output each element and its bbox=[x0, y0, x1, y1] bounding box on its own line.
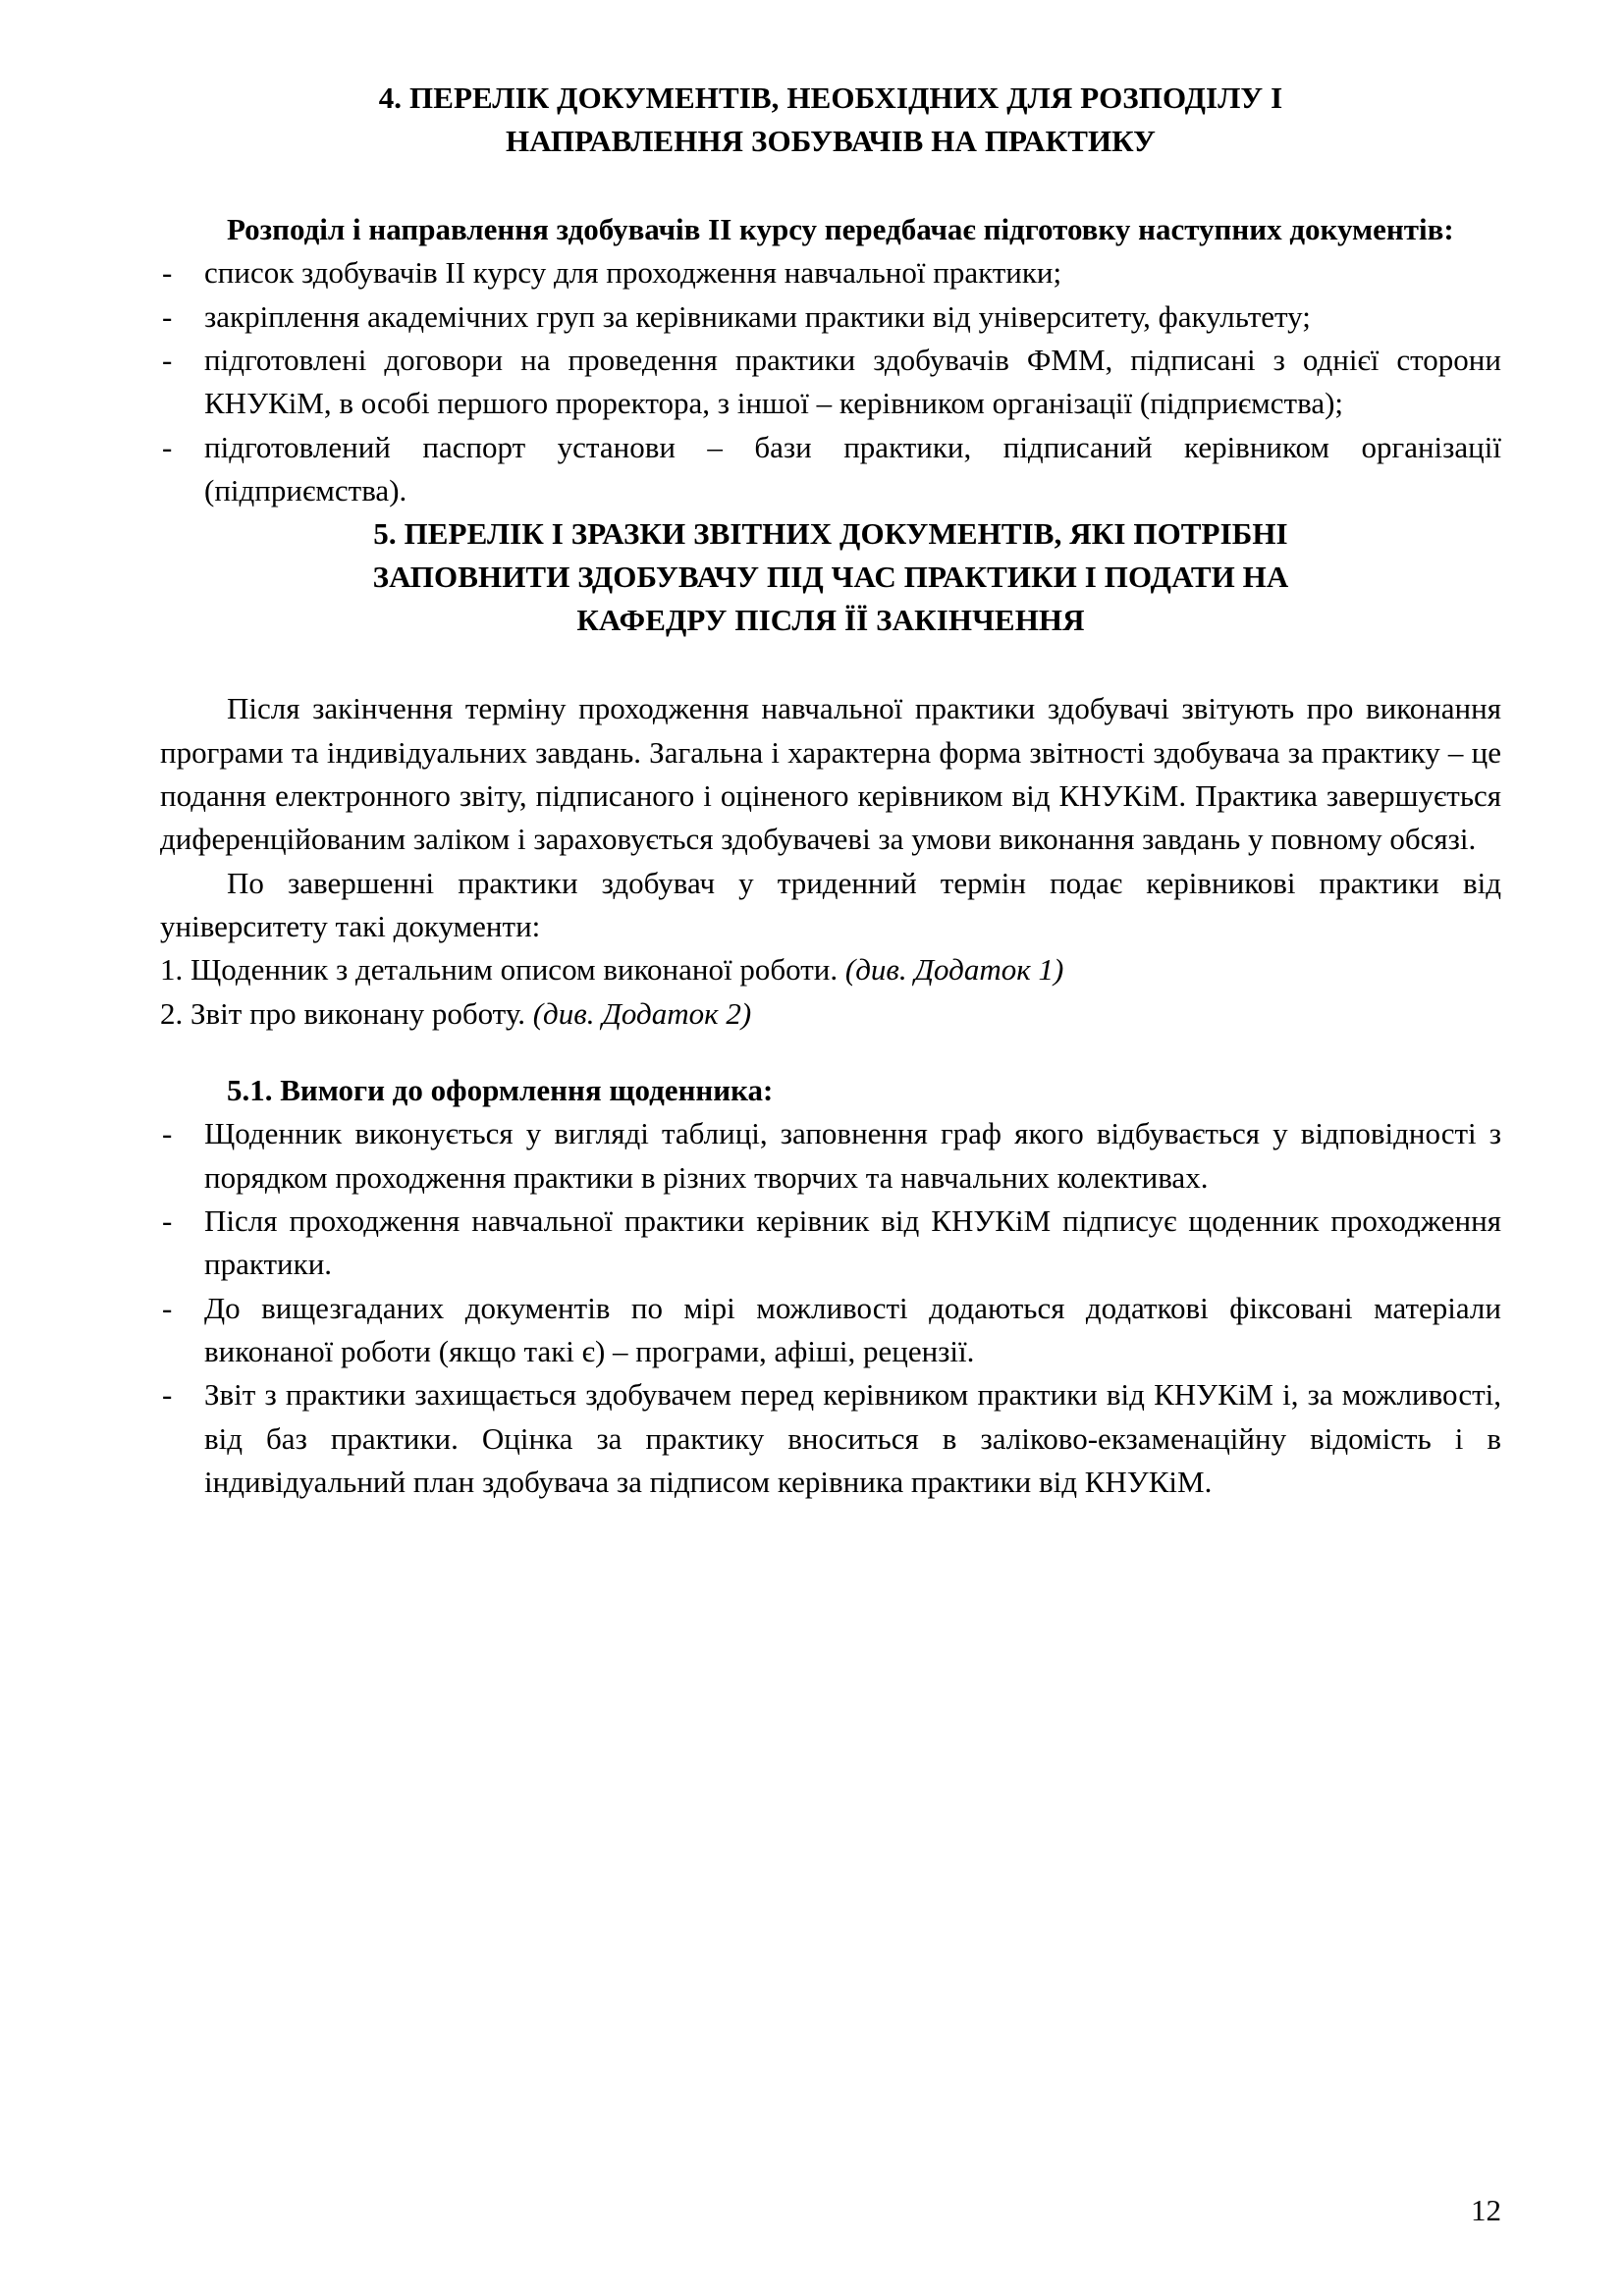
list-item bbox=[160, 1373, 1501, 1504]
section-5-title-line-2: ЗАПОВНИТИ ЗДОБУВАЧУ ПІД ЧАС ПРАКТИКИ І ПОДАТИ НА bbox=[372, 560, 1289, 595]
section-4-title bbox=[160, 77, 1501, 163]
dash-bullet-icon: - bbox=[162, 429, 173, 464]
dash-bullet-icon: - bbox=[162, 1377, 173, 1413]
page-number: 12 bbox=[1471, 2193, 1501, 2227]
section-5-title-line-3: КАФЕДРУ ПІСЛЯ ЇЇ ЗАКІНЧЕННЯ bbox=[576, 603, 1085, 638]
section-5-title-line-1: 5. ПЕРЕЛІК І ЗРАЗКИ ЗВІТНИХ ДОКУМЕНТІВ, ЯКІ ПОТРІБНІ bbox=[373, 516, 1288, 552]
section-4-document-list bbox=[160, 251, 1501, 512]
spacer bbox=[160, 1036, 1501, 1069]
dash-bullet-icon: - bbox=[162, 1116, 173, 1151]
section-5-title bbox=[160, 512, 1501, 642]
section-5-paragraph-1: Після закінчення терміну проходження навчальної практики здобувачі звітують про виконання програми та індивідуальних завдань. Загальна і характерна форма звітності здобувача за практику – це подання електронного звіту, підписаного і оціненого керівником від КНУКіМ. Практика завершується диференційованим заліком і зараховується здобувачеві за умови виконання завдань у повному обсязі. bbox=[160, 691, 1501, 857]
appendix-reference: (див. Додаток 2) bbox=[532, 995, 752, 1031]
list-item-text: Щоденник виконується у вигляді таблиці, заповнення граф якого відбувається у відповідності з порядком проходження практики в різних творчих та навчальних колективах. bbox=[204, 1116, 1501, 1195]
dash-bullet-icon: - bbox=[162, 343, 173, 378]
list-item-text: підготовлений паспорт установи – бази практики, підписаний керівником організації (підприємства). bbox=[204, 429, 1501, 507]
list-item-text: 2. Звіт про виконану роботу. bbox=[160, 995, 533, 1031]
section-5-paragraph-2: По завершенні практики здобувач у триденний термін подає керівникові практики від університету такі документи: bbox=[160, 865, 1501, 944]
list-item bbox=[160, 1200, 1501, 1287]
list-item-text: Звіт з практики захищається здобувачем перед керівником практики від КНУКіМ і, за можливості, від баз практики. Оцінка за практику вноситься в заліково-екзаменаційну відомість і в індивідуальний план здобувача за підписом керівника практики від КНУКіМ. bbox=[204, 1377, 1501, 1499]
list-item bbox=[160, 339, 1501, 426]
section-4-title-line-1: 4. ПЕРЕЛІК ДОКУМЕНТІВ, НЕОБХІДНИХ ДЛЯ РОЗПОДІЛУ І bbox=[378, 80, 1283, 115]
dash-bullet-icon: - bbox=[162, 298, 173, 334]
list-item-text: список здобувачів ІІ курсу для проходження навчальної практики; bbox=[204, 255, 1062, 291]
list-item-text: 1. Щоденник з детальним описом виконаної роботи. bbox=[160, 952, 845, 988]
page-content bbox=[160, 77, 1501, 1504]
subsection-5-1-heading: 5.1. Вимоги до оформлення щоденника: bbox=[227, 1073, 774, 1107]
list-item bbox=[160, 1287, 1501, 1374]
list-item bbox=[160, 992, 1501, 1036]
list-item-text: Після проходження навчальної практики керівник від КНУКіМ підписує щоденник проходження практики. bbox=[204, 1202, 1501, 1282]
list-item bbox=[160, 426, 1501, 513]
list-item bbox=[160, 948, 1501, 991]
list-item-text: закріплення академічних груп за керівниками практики від університету, факультету; bbox=[204, 298, 1311, 334]
list-item bbox=[160, 295, 1501, 339]
dash-bullet-icon: - bbox=[162, 255, 173, 291]
list-item bbox=[160, 1112, 1501, 1200]
subsection-5-1-requirements-list bbox=[160, 1112, 1501, 1504]
list-item-text: До вищезгаданих документів по мірі можливості додаються додаткові фіксовані матеріали виконаної роботи (якщо такі є) – програми, афіші, рецензії. bbox=[204, 1290, 1501, 1368]
dash-bullet-icon: - bbox=[162, 1202, 173, 1238]
dash-bullet-icon: - bbox=[162, 1290, 173, 1325]
spacer bbox=[160, 163, 1501, 208]
section-4-intro-paragraph: Розподіл і направлення здобувачів ІІ курсу передбачає підготовку наступних документів: bbox=[227, 212, 1454, 247]
list-item-text: підготовлені договори на проведення практики здобувачів ФММ, підписані з однієї сторони КНУКіМ, в особі першого проректора, з іншої – керівником організації (підприємства); bbox=[204, 343, 1501, 421]
appendix-reference: (див. Додаток 1) bbox=[844, 952, 1064, 988]
section-4-title-line-2: НАПРАВЛЕННЯ ЗОБУВАЧІВ НА ПРАКТИКУ bbox=[505, 124, 1156, 159]
section-5-required-documents-list bbox=[160, 948, 1501, 1036]
list-item bbox=[160, 251, 1501, 294]
spacer bbox=[160, 642, 1501, 687]
